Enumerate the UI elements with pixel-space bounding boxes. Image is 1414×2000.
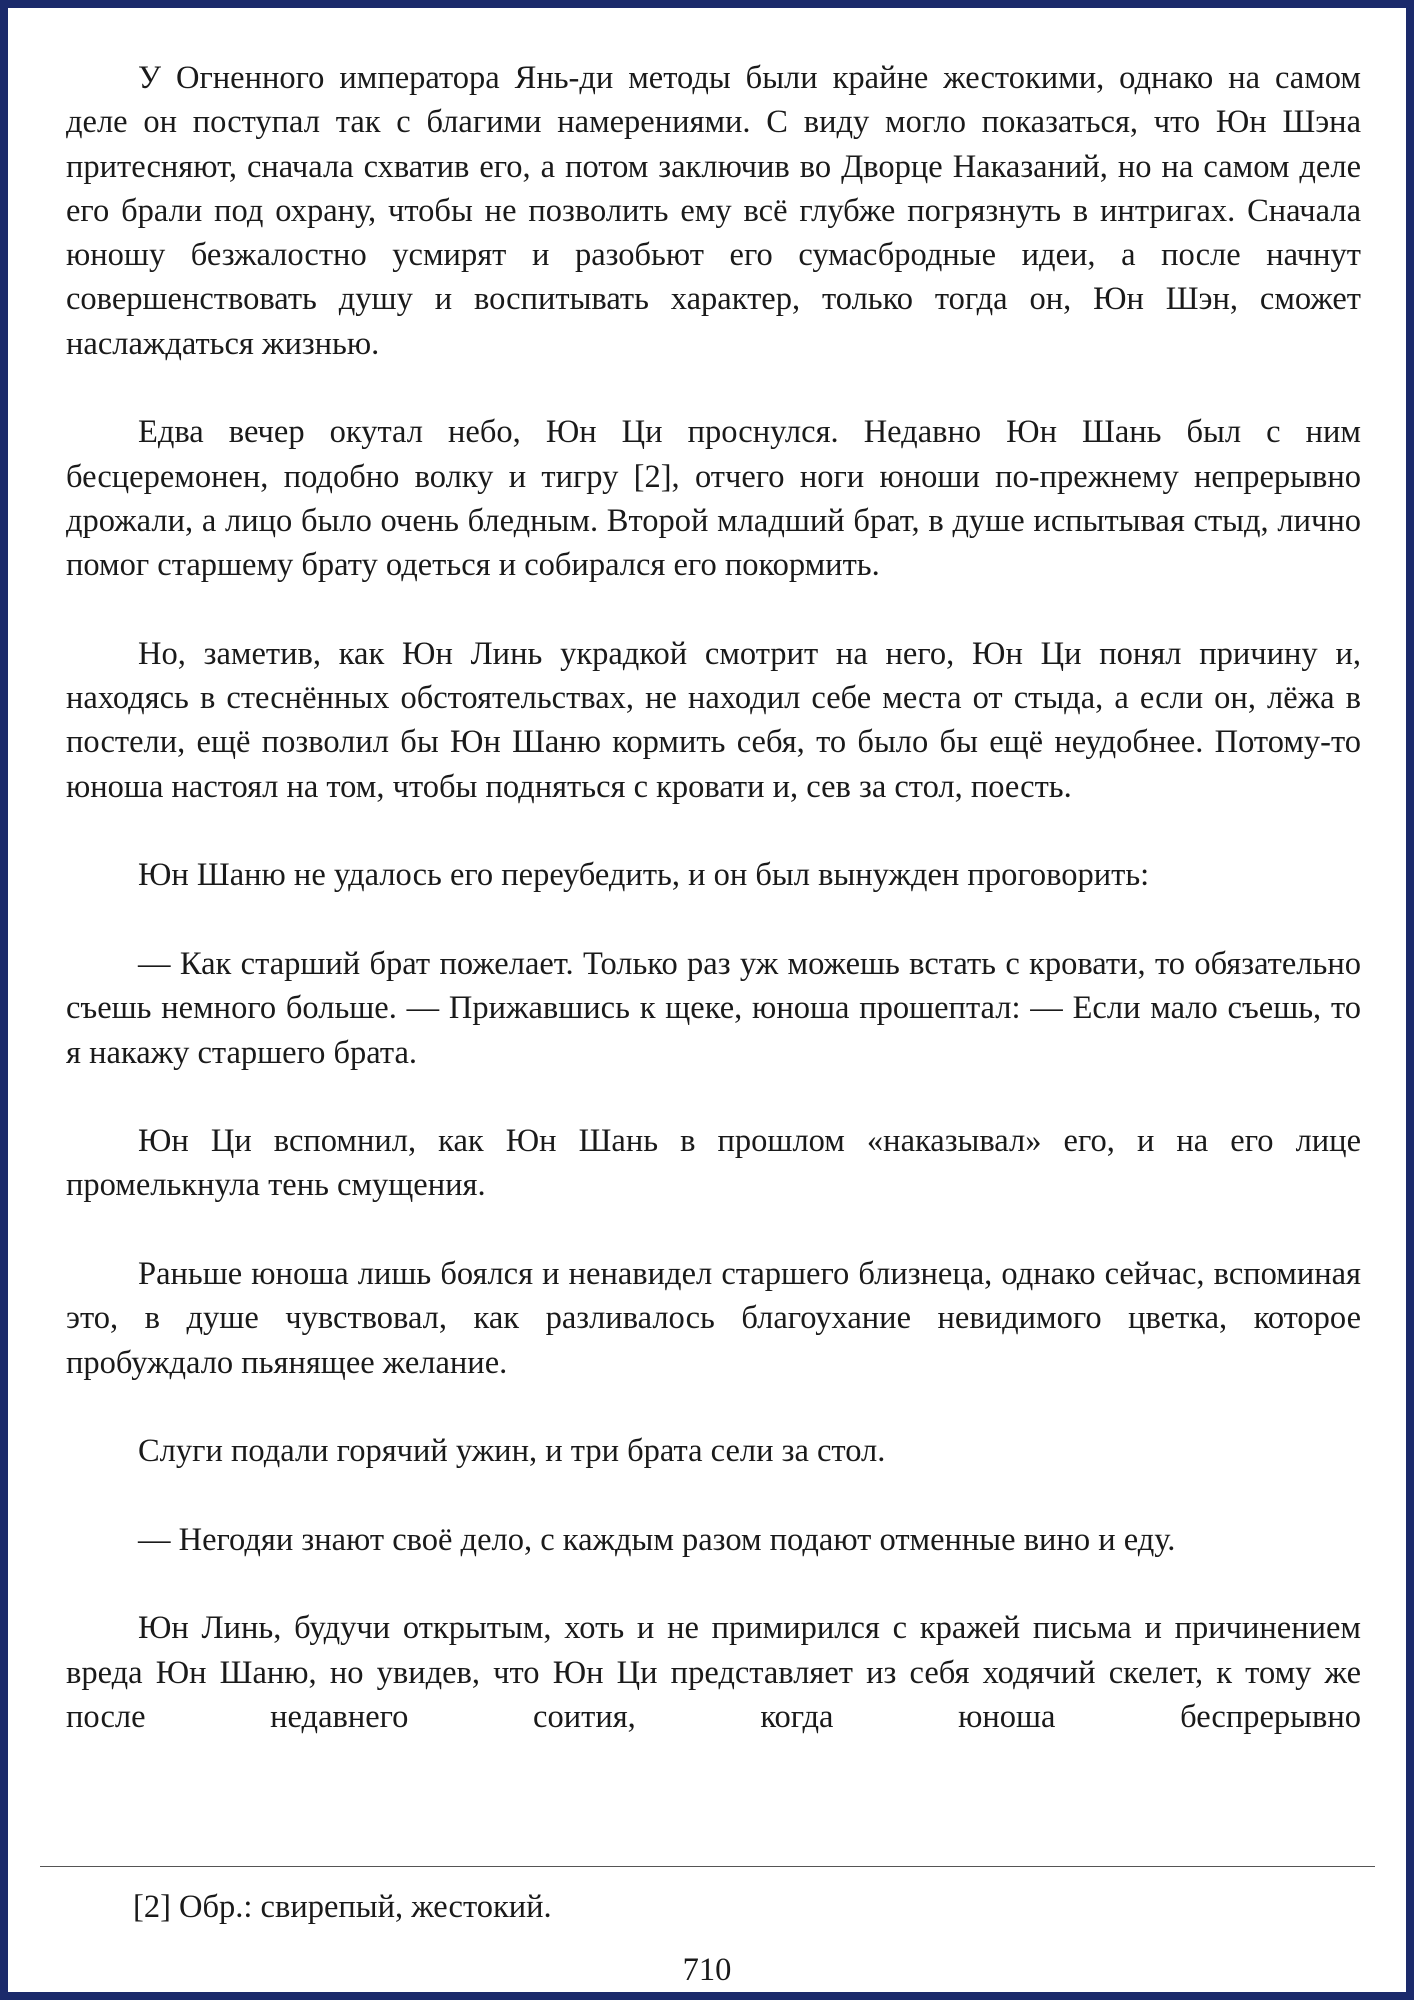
page-number: 710	[682, 1952, 732, 1988]
paragraph: Но, заметив, как Юн Линь украдкой смотрит на него, Юн Ци понял причину и, находясь в стеснённых обстоятельствах, не находил себе места от стыда, а если он, лёжа в постели, ещё позволил бы Юн Шаню кормить себя, то было бы ещё неудобнее. Потому-то юноша настоял на том, чтобы подняться с кровати и, сев за стол, поесть.	[66, 635, 1361, 805]
paragraph: Слуги подали горячий ужин, и три брата сели за стол.	[138, 1433, 886, 1470]
paragraph: Раньше юноша лишь боялся и ненавидел старшего близнеца, однако сейчас, вспоминая это, в душе чувствовал, как разливалось благоухание невидимого цветка, которое пробуждало пьянящее желание.	[66, 1256, 1361, 1381]
page-body	[66, 56, 1361, 1739]
paragraph: — Как старший брат пожелает. Только раз уж можешь встать с кровати, то обязательно съешь немного больше. — Прижавшись к щеке, юноша прошептал: — Если мало съешь, то я накажу старшего брата.	[66, 945, 1361, 1071]
paragraph: У Огненного императора Янь-ди методы были крайне жестокими, однако на самом деле он поступал так с благими намерениями. С виду могло показаться, что Юн Шэна притесняют, сначала схватив его, а потом заключив во Дворце Наказаний, но на самом деле его брали под охрану, чтобы не позволить ему всё глубже погрязнуть в интригах. Сначала юношу безжалостно усмирят и разобьют его сумасбродные идеи, а после начнут совершенствовать душу и воспитывать характер, только тогда он, Юн Шэн, сможет наслаждаться жизнью.	[66, 60, 1361, 362]
paragraph: Юн Шаню не удалось его переубедить, и он был вынужден проговорить:	[138, 857, 1150, 894]
paragraph: Юн Ци вспомнил, как Юн Шань в прошлом «наказывал» его, и на его лице промелькнула тень смущения.	[66, 1123, 1361, 1204]
paragraph: Едва вечер окутал небо, Юн Ци проснулся. Недавно Юн Шань был с ним бесцеремонен, подобно волку и тигру [2], отчего ноги юноши по-прежнему непрерывно дрожали, а лицо было очень бледным. Второй младший брат, в душе испытывая стыд, лично помог старшему брату одеться и собирался его покормить.	[66, 414, 1361, 584]
footnote-divider	[40, 1866, 1375, 1867]
footnote: [2] Обр.: свирепый, жестокий.	[133, 1889, 552, 1925]
paragraph: — Негодяи знают своё дело, с каждым разом подают отменные вино и еду.	[138, 1521, 1176, 1558]
paragraph: Юн Линь, будучи открытым, хоть и не примирился с кражей письма и причинением вреда Юн Шаню, но увидев, что Юн Ци представляет из себя ходячий скелет, к тому же после недавнего соития, когда юноша беспрерывно	[66, 1610, 1361, 1735]
